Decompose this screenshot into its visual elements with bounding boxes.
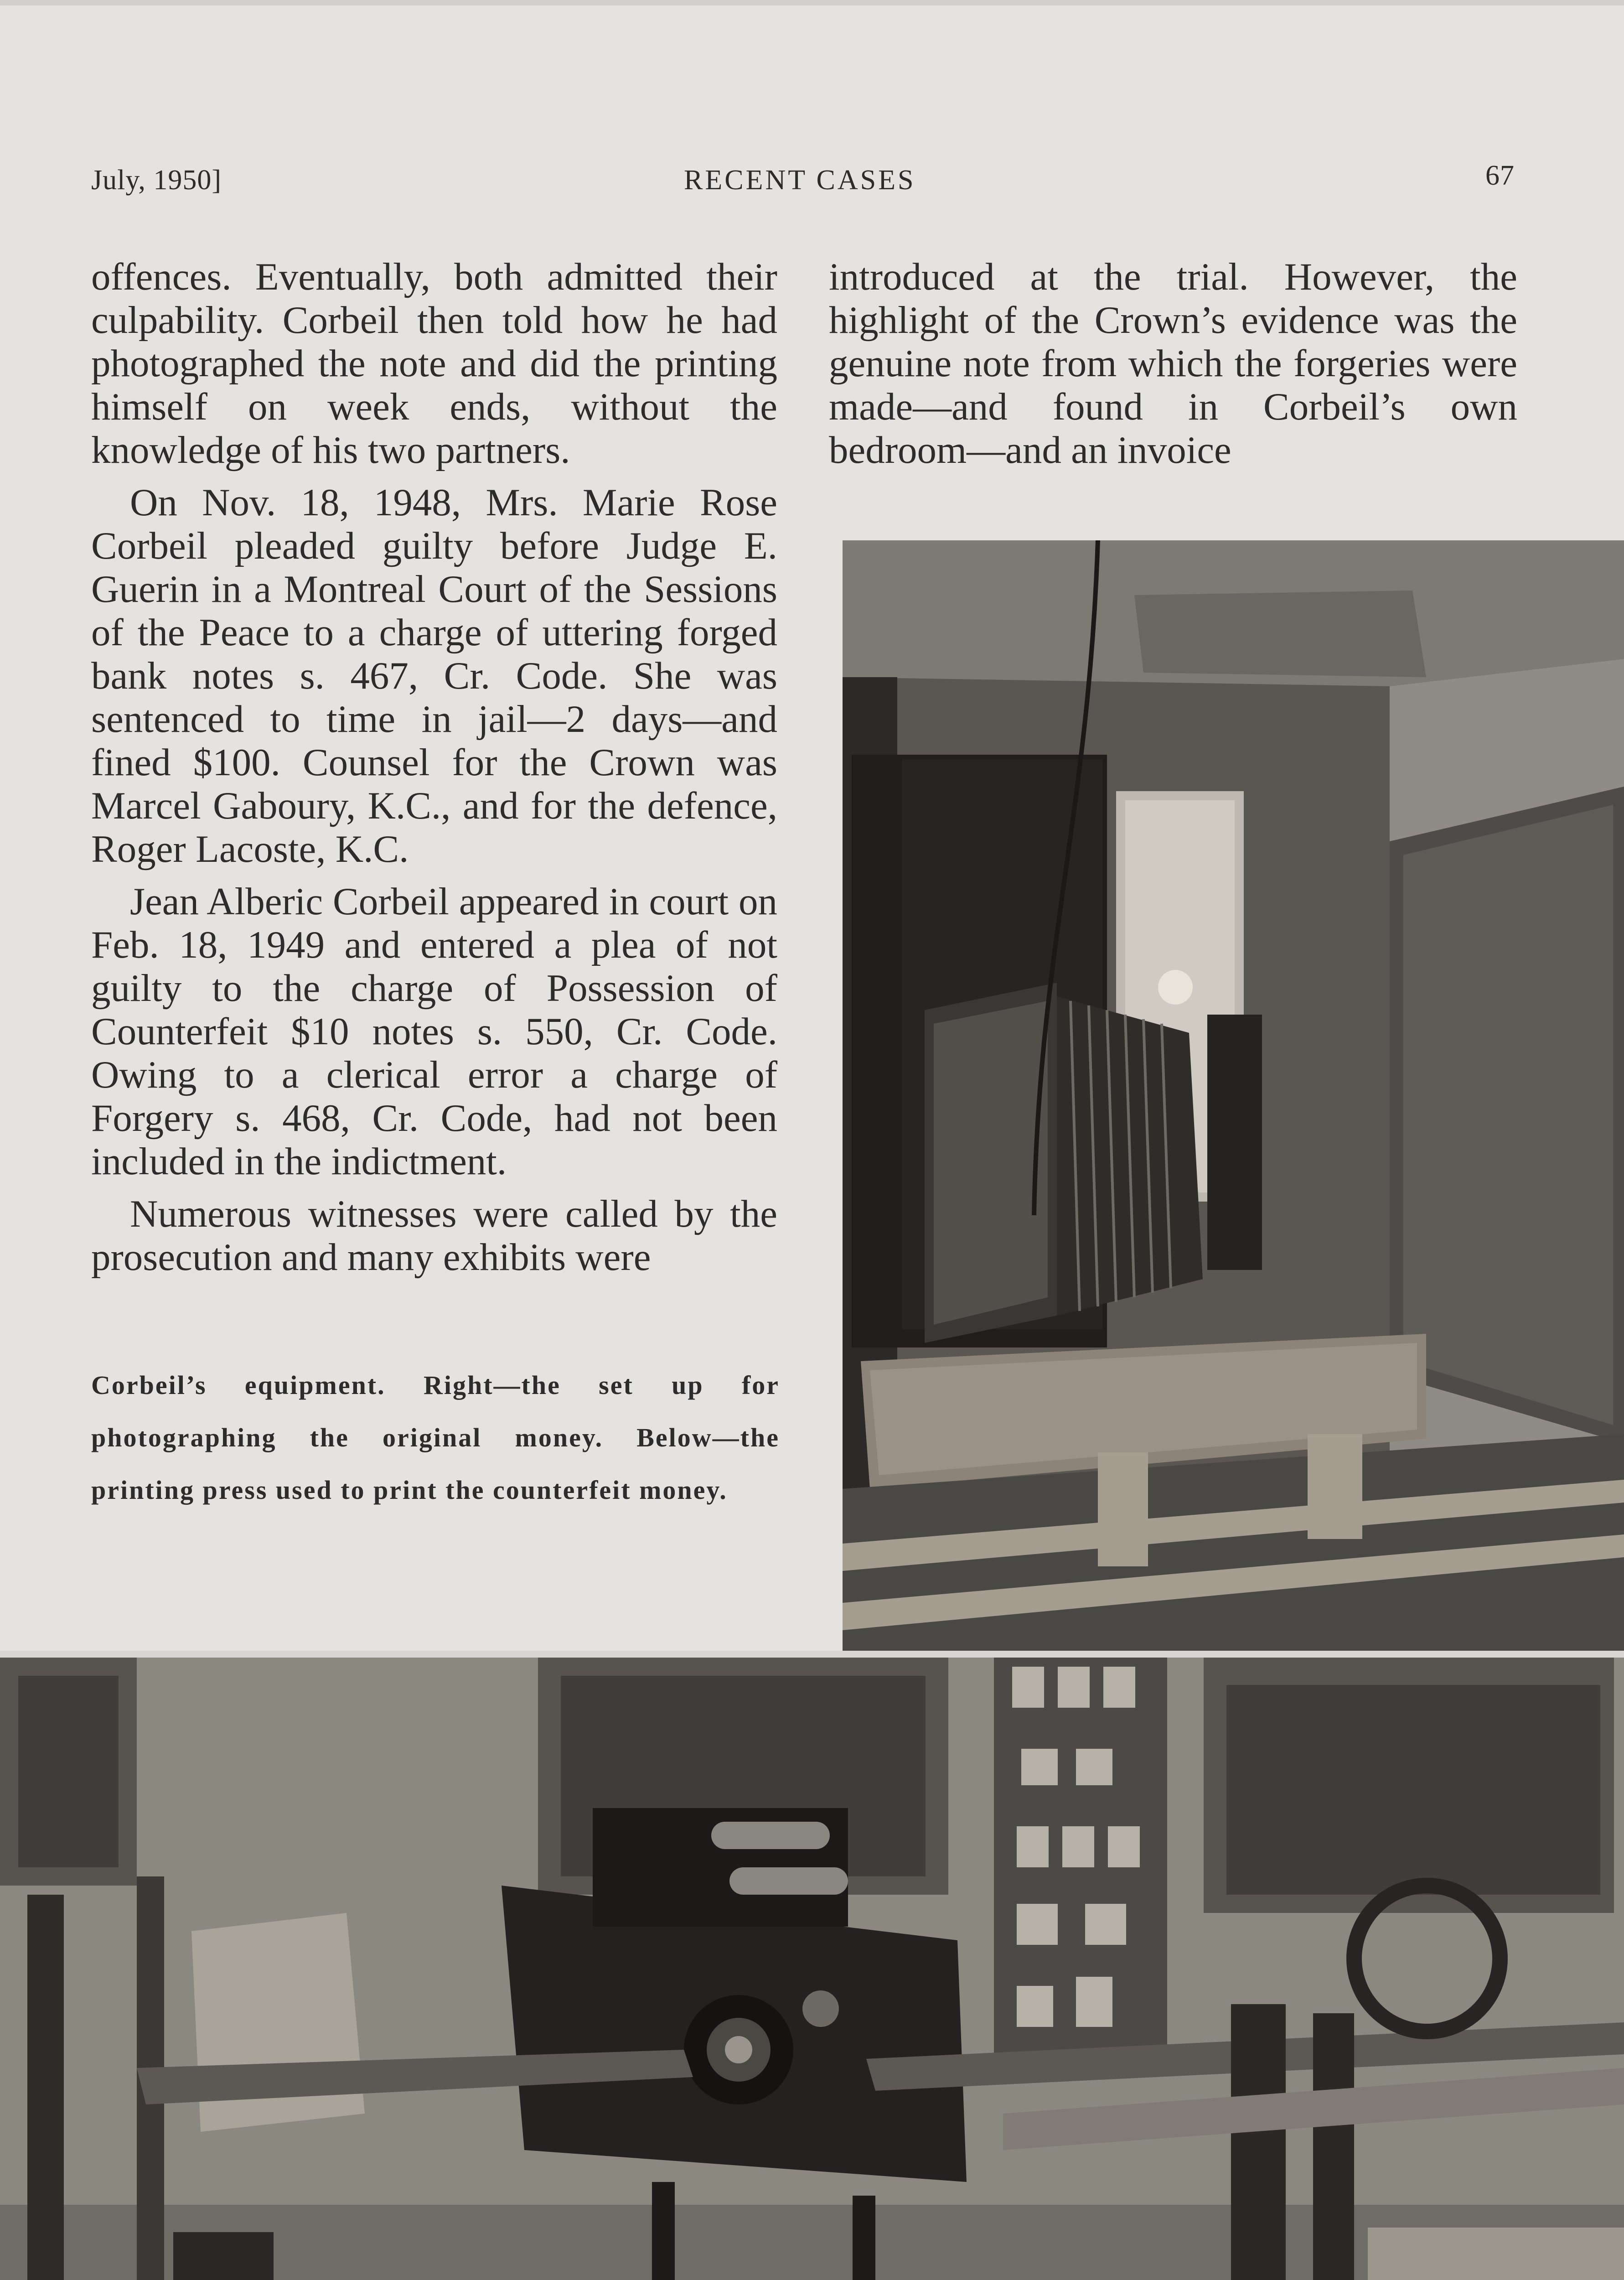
printing-press-photo bbox=[0, 1658, 1624, 2280]
header-section-title: RECENT CASES bbox=[684, 165, 916, 196]
printing-press-illustration bbox=[0, 1658, 1624, 2280]
paragraph-4: Numerous witnesses were called by the prosecution and many exhibits were bbox=[91, 1192, 777, 1279]
page-number: 67 bbox=[1485, 160, 1515, 191]
paragraph-3: Jean Alberic Corbeil appeared in court on Feb. 18, 1949 and entered a plea of not guilty to the charge of Possession of Counterfeit $10 notes s. 550, Cr. Code. Owing to a clerical error a charge of Forgery s. 468, Cr. Code, had not been included in the indictment. bbox=[91, 880, 777, 1183]
camera-setup-photo bbox=[843, 540, 1624, 1651]
header-date: July, 1950] bbox=[91, 165, 222, 196]
camera-setup-illustration bbox=[843, 540, 1624, 1651]
left-text-column bbox=[91, 255, 777, 1288]
paragraph-right-1: introduced at the trial. However, the highlight of the Crown’s evidence was the genuine note from which the forgeries were made—and found in Corbeil’s own bedroom—and an invoice bbox=[829, 255, 1517, 472]
page-top-edge bbox=[0, 0, 1624, 5]
photo-divider bbox=[0, 1651, 1624, 1658]
right-text-column bbox=[829, 255, 1517, 481]
running-head bbox=[91, 160, 1515, 205]
photo-caption: Corbeil’s equipment. Right—the set up for photographing the original money. Below—the printing press used to print the counterfeit money. bbox=[91, 1370, 780, 1505]
paragraph-1: offences. Eventually, both admitted their culpability. Corbeil then told how he had photographed the note and did the printing himself on week ends, without the knowledge of his two partners. bbox=[91, 255, 777, 472]
paragraph-2: On Nov. 18, 1948, Mrs. Marie Rose Corbeil pleaded guilty before Judge E. Guerin in a Montreal Court of the Sessions of the Peace to a charge of uttering forged bank notes s. 467, Cr. Code. She was sentenced to time in jail—2 days—and fined $100. Counsel for the Crown was Marcel Gaboury, K.C., and for the defence, Roger Lacoste, K.C. bbox=[91, 481, 777, 871]
